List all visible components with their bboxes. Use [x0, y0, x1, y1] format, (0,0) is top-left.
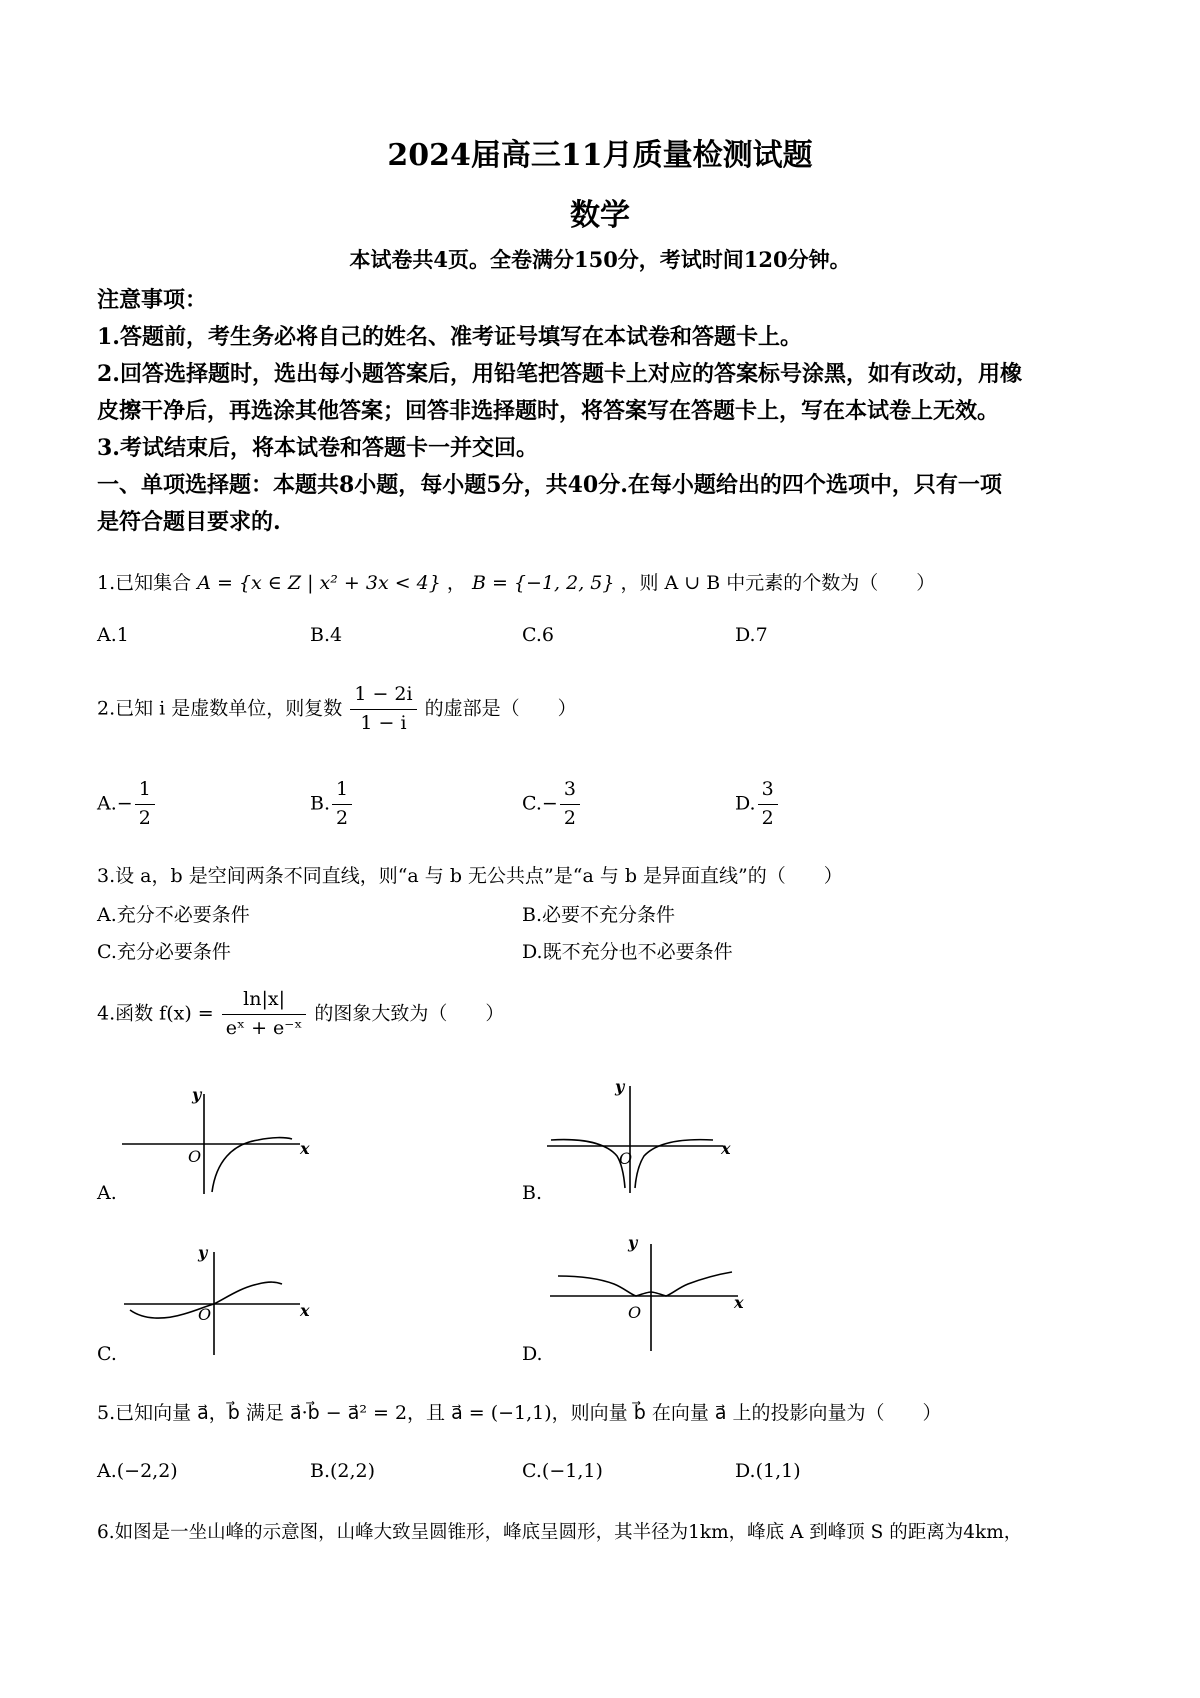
q2-option-c-numerator: 3	[560, 778, 580, 805]
notice-item-2-line-2: 皮擦干净后，再选涂其他答案；回答非选择题时，将答案写在答题卡上，写在本试卷上无效。	[97, 398, 1000, 424]
q3-option-d: D.既不充分也不必要条件	[522, 941, 733, 963]
q4-graph-c-y-label: y	[198, 1243, 208, 1262]
q1-option-b: B.4	[310, 624, 343, 646]
q2-option-b-numerator: 1	[332, 778, 352, 805]
q4-fraction	[222, 988, 307, 1041]
q4-graph-b-origin: O	[619, 1149, 633, 1168]
notice-item-3: 3.考试结束后，将本试卷和答题卡一并交回。	[97, 435, 538, 461]
q4-graph-b-y-label: y	[615, 1077, 625, 1096]
q2-option-a-label: A.	[97, 792, 117, 815]
q1-set-b: B = {−1, 2, 5}	[471, 572, 615, 594]
q4-graph-b-curve-right	[635, 1140, 713, 1188]
q4-graph-d-origin: O	[628, 1303, 642, 1322]
q2-option-a-numerator: 1	[135, 778, 155, 805]
q4-option-b-label: B.	[522, 1182, 543, 1204]
q1-separator: ，	[446, 572, 466, 594]
q5-option-b: B.(2,2)	[310, 1460, 376, 1482]
q2-option-c-label: C.	[522, 792, 542, 815]
q2-option-b-denominator: 2	[336, 806, 349, 829]
q1-option-d: D.7	[735, 624, 768, 646]
notice-item-2-line-1: 2.回答选择题时，选出每小题答案后，用铅笔把答题卡上对应的答案标号涂黑，如有改动，用橡	[97, 361, 1022, 387]
question-2-stem	[97, 683, 577, 736]
q4-graph-d-svg	[548, 1233, 748, 1356]
q4-prefix: 4.函数 f(x) =	[97, 1002, 214, 1025]
q4-graph-a-y-label: y	[192, 1085, 202, 1104]
q1-option-a: A.1	[97, 624, 129, 646]
q4-graph-c-svg	[118, 1240, 318, 1358]
q4-graph-a	[120, 1082, 310, 1197]
q3-option-c: C.充分必要条件	[97, 941, 231, 963]
q4-graph-b-curve-left	[551, 1140, 625, 1188]
q4-graph-c-x-label: x	[300, 1301, 310, 1320]
q2-numerator: 1 − 2i	[350, 683, 416, 710]
q3-option-b: B.必要不充分条件	[522, 904, 676, 926]
exam-title: 2024届高三11月质量检测试题	[387, 138, 813, 173]
q4-graph-a-curve	[212, 1138, 292, 1192]
q1-set-a: A = {x ∈ Z | x² + 3x < 4}	[197, 572, 441, 594]
q2-option-d	[735, 778, 780, 831]
q4-numerator: ln|x|	[222, 988, 307, 1015]
q2-option-c-sign: −	[541, 792, 558, 815]
q4-option-d-label: D.	[522, 1343, 543, 1365]
q1-suffix: ，则 A ∪ B 中元素的个数为（ ）	[620, 572, 936, 594]
q2-option-d-label: D.	[735, 792, 756, 815]
q4-graph-b	[545, 1078, 735, 1198]
q4-graph-b-svg	[545, 1078, 735, 1198]
q2-option-c-denominator: 2	[563, 806, 576, 829]
q2-option-a-denominator: 2	[138, 806, 151, 829]
exam-info: 本试卷共4页。全卷满分150分，考试时间120分钟。	[349, 247, 851, 272]
q4-graph-a-svg	[120, 1082, 310, 1197]
q1-option-c: C.6	[522, 624, 554, 646]
q2-option-d-denominator: 2	[761, 806, 774, 829]
q2-fraction	[350, 683, 416, 736]
q2-option-a-sign: −	[116, 792, 133, 815]
q4-graph-a-origin: O	[188, 1147, 202, 1166]
q2-option-b	[310, 778, 354, 831]
q4-option-a-label: A.	[97, 1182, 117, 1204]
q4-option-c-label: C.	[97, 1343, 117, 1365]
q4-graph-c	[118, 1240, 318, 1358]
question-4-stem	[97, 988, 504, 1041]
q4-graph-d-curve	[558, 1272, 732, 1296]
q4-denominator: eˣ + e⁻ˣ	[225, 1016, 303, 1039]
q1-prefix: 1.已知集合	[97, 572, 192, 594]
q4-graph-d-x-label: x	[734, 1293, 744, 1312]
question-5-stem: 5.已知向量 a⃗，b⃗ 满足 a⃗·b⃗ − a⃗² = 2，且 a⃗ = (−1,1)，则向量 b⃗ 在向量 a⃗ 上的投影向量为（ ）	[97, 1402, 942, 1424]
q4-graph-d-y-label: y	[628, 1233, 638, 1252]
q2-option-b-label: B.	[310, 792, 331, 815]
q2-option-b-fraction	[332, 778, 352, 831]
q5-option-d: D.(1,1)	[735, 1460, 801, 1482]
question-6-stem: 6.如图是一坐山峰的示意图，山峰大致呈圆锥形，峰底呈圆形，其半径为1km，峰底 A 到峰顶 S 的距离为4km，	[97, 1522, 1023, 1543]
q4-graph-a-x-label: x	[300, 1139, 310, 1158]
q4-graph-c-origin: O	[198, 1305, 212, 1324]
q4-graph-b-x-label: x	[721, 1139, 731, 1158]
q2-option-c-fraction	[560, 778, 580, 831]
question-3-stem: 3.设 a，b 是空间两条不同直线，则“a 与 b 无公共点”是“a 与 b 是异面直线”的（ ）	[97, 865, 843, 887]
q5-option-c: C.(−1,1)	[522, 1460, 603, 1482]
notice-item-1: 1.答题前，考生务必将自己的姓名、准考证号填写在本试卷和答题卡上。	[97, 324, 802, 350]
question-1-stem	[97, 568, 935, 595]
q2-option-c	[522, 778, 582, 831]
notice-heading: 注意事项：	[97, 287, 208, 313]
q2-option-d-fraction	[758, 778, 778, 831]
q2-option-a	[97, 778, 157, 831]
section-heading-line-1: 一、单项选择题：本题共8小题，每小题5分，共40分.在每小题给出的四个选项中，只有一项	[97, 472, 1002, 498]
q2-prefix: 2.已知 i 是虚数单位，则复数	[97, 697, 343, 720]
q4-graph-d	[548, 1233, 748, 1356]
q2-option-a-fraction	[135, 778, 155, 831]
q4-suffix: 的图象大致为（ ）	[314, 1002, 505, 1025]
q5-option-a: A.(−2,2)	[97, 1460, 178, 1482]
q2-denominator: 1 − i	[360, 711, 407, 734]
subject-title: 数学	[570, 198, 630, 233]
q3-option-a: A.充分不必要条件	[97, 904, 250, 926]
q2-suffix: 的虚部是（ ）	[424, 697, 577, 720]
q2-option-d-numerator: 3	[758, 778, 778, 805]
section-heading-line-2: 是符合题目要求的.	[97, 509, 281, 535]
